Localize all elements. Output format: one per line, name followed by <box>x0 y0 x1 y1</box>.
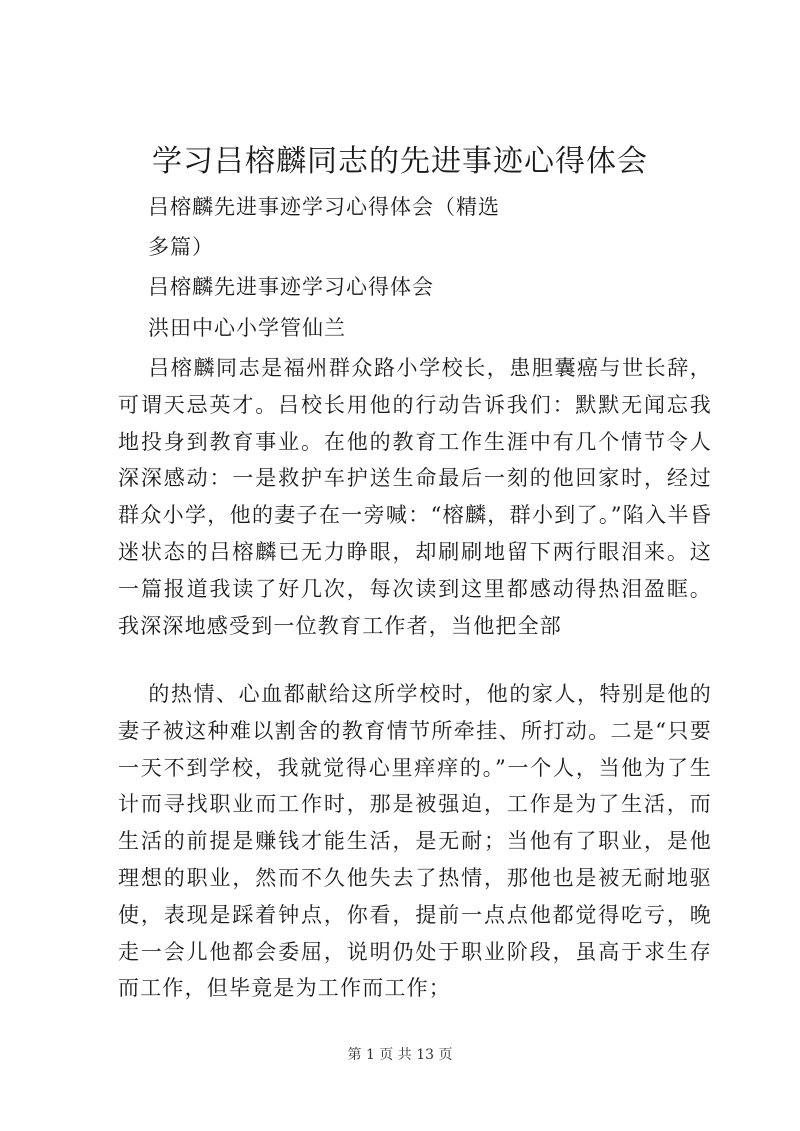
section-heading: 吕榕麟先进事迹学习心得体会 <box>148 275 434 299</box>
subtitle-line-1: 吕榕麟先进事迹学习心得体会（精选 <box>148 195 500 219</box>
subtitle-line-2: 多篇） <box>148 235 214 259</box>
paragraph-1 <box>118 350 712 644</box>
page-number-footer: 第 1 页 共 13 页 <box>347 1047 453 1063</box>
author-line: 洪田中心小学管仙兰 <box>148 316 346 340</box>
paragraph-1-text: 吕榕麟同志是福州群众路小学校长，患胆囊癌与世长辞，可谓天忌英才。吕校长用他的行动告诉我们：默默无闻忘我地投身到教育事业。在他的教育工作生涯中有几个情节令人深深感动：一是救护车护送生命最后一刻的他回家时，经过群众小学，他的妻子在一旁喊：“榕麟，群小到了。”陷入半昏迷状态的吕榕麟已无力睁眼，却刷刷地留下两行眼泪来。这一篇报道我读了好几次，每次读到这里都感动得热泪盈眶。我深深地感受到一位教育工作者，当他把全部 <box>118 356 712 638</box>
paragraph-2-text: 的热情、心血都献给这所学校时，他的家人，特别是他的妻子被这种难以割舍的教育情节所牵挂、所打动。二是“只要一天不到学校，我就觉得心里痒痒的。”一个人，当他为了生计而寻找职业而工作时，那是被强迫，工作是为了生活，而生活的前提是赚钱才能生活，是无耐；当他有了职业，是他理想的职业，然而不久他失去了热情，那他也是被无耐地驱使，表现是踩着钟点，你看，提前一点点他都觉得吃亏，晚走一会儿他都会委屈，说明仍处于职业阶段，虽高于求生存而工作，但毕竟是为工作而工作； <box>118 682 712 1001</box>
paragraph-2 <box>118 676 712 1007</box>
document-title: 学习吕榕麟同志的先进事迹心得体会 <box>152 144 648 179</box>
